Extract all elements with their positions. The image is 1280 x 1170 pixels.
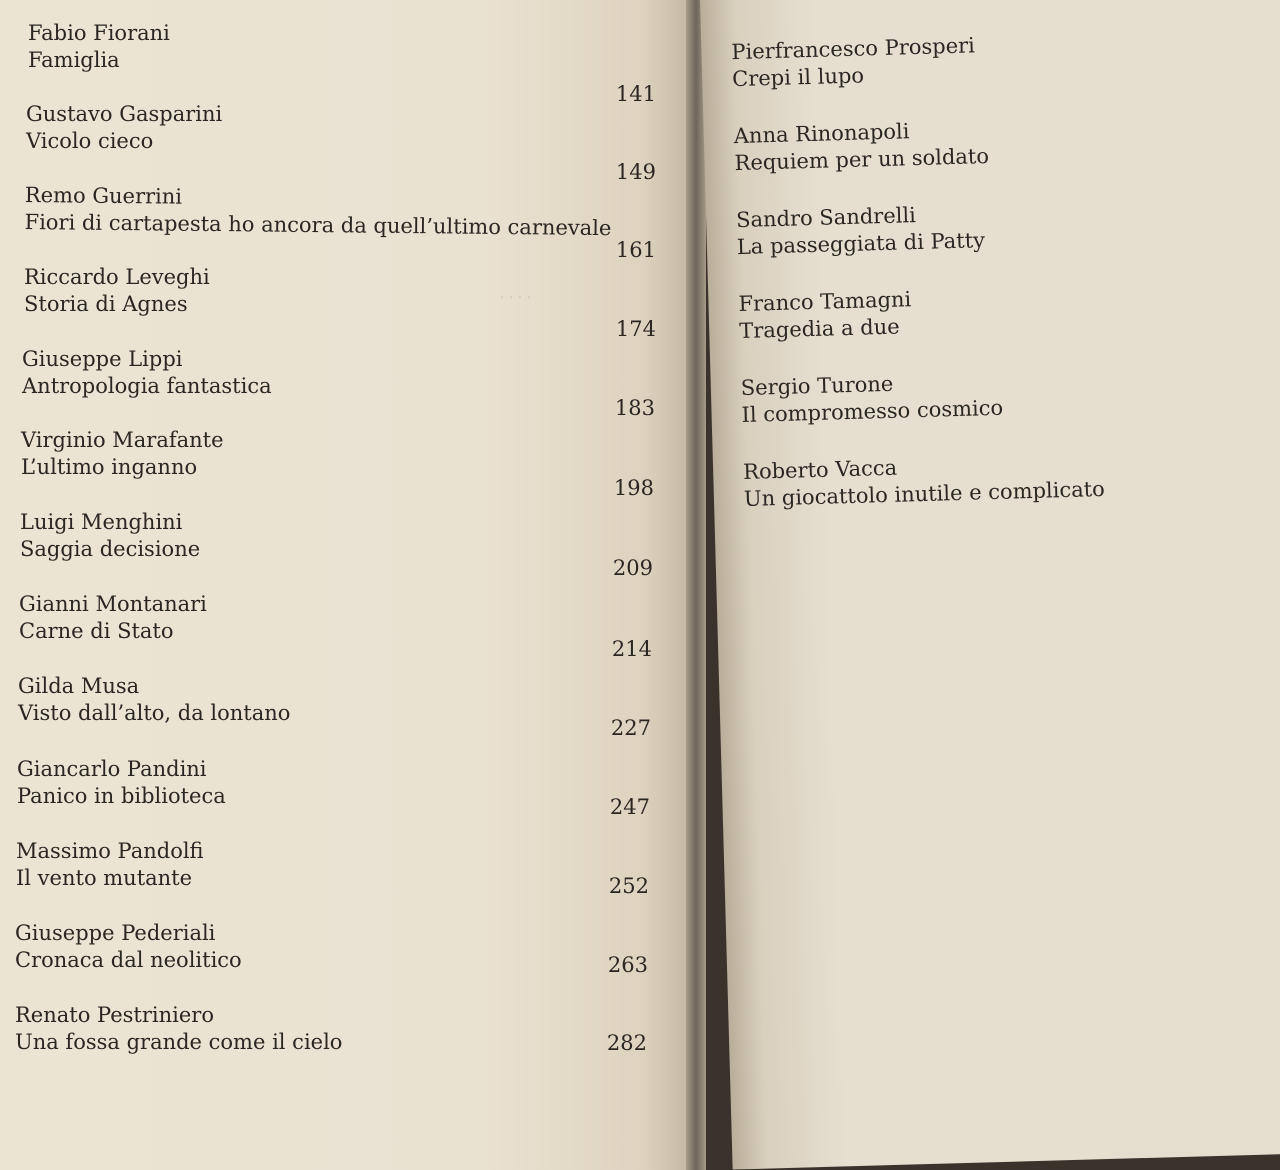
entry-title: Panico in biblioteca xyxy=(17,784,226,808)
entry-title: La passeggiata di Patty xyxy=(736,228,986,260)
entry-author: Gilda Musa xyxy=(18,674,140,698)
entry-author: Giancarlo Pandini xyxy=(17,757,207,781)
toc-entry xyxy=(743,449,1105,513)
entry-author: Virginio Marafante xyxy=(21,428,224,452)
entry-author: Riccardo Leveghi xyxy=(24,265,210,289)
entry-page-number: 209 xyxy=(612,556,653,580)
toc-entry xyxy=(15,1002,342,1056)
entry-title: Il vento mutante xyxy=(16,866,193,890)
entry-title: Fiori di cartapesta ho ancora da quell’ultimo carnevale xyxy=(24,209,612,241)
entry-author: Remo Guerrini xyxy=(24,182,183,209)
toc-entry xyxy=(15,920,242,974)
toc-entry xyxy=(26,101,222,155)
entry-author: Gustavo Gasparini xyxy=(26,102,223,126)
entry-page-number: 247 xyxy=(609,795,650,819)
toc-entry xyxy=(733,116,989,177)
entry-author: Fabio Fiorani xyxy=(28,21,170,45)
entry-page-number: 174 xyxy=(615,317,656,341)
entry-author: Giuseppe Lippi xyxy=(22,347,183,371)
entry-page-number: 141 xyxy=(615,82,656,106)
entry-author: Pierfrancesco Prosperi xyxy=(731,33,976,65)
entry-page-number: 183 xyxy=(614,396,655,420)
entry-author: Renato Pestriniero xyxy=(15,1003,214,1027)
entry-title: L’ultimo inganno xyxy=(21,455,198,479)
entry-title: Saggia decisione xyxy=(20,537,201,561)
toc-entry xyxy=(24,264,210,318)
toc-entry xyxy=(20,509,200,563)
entry-title: Vicolo cieco xyxy=(26,129,154,153)
entry-page-number: 161 xyxy=(615,238,656,262)
entry-title: Requiem per un soldato xyxy=(734,143,990,176)
entry-title: Famiglia xyxy=(28,48,120,72)
entry-author: Sandro Sandrelli xyxy=(735,203,917,233)
entry-title: Cronaca dal neolitico xyxy=(15,948,242,972)
toc-entry xyxy=(21,427,224,481)
entry-page-number: 263 xyxy=(607,953,648,977)
toc-entry xyxy=(16,838,204,892)
entry-title: Antropologia fantastica xyxy=(22,374,272,398)
entry-page-number: 198 xyxy=(613,476,654,500)
toc-entry xyxy=(28,20,170,74)
entry-title: Un giocattolo inutile e complicato xyxy=(743,476,1106,511)
entry-author: Roberto Vacca xyxy=(742,455,898,484)
entry-title: Crepi il lupo xyxy=(731,63,865,92)
entry-title: Storia di Agnes xyxy=(24,292,188,316)
entry-author: Giuseppe Pederiali xyxy=(15,921,216,945)
entry-page-number: 252 xyxy=(608,874,649,898)
toc-entry xyxy=(731,32,976,93)
toc-entry xyxy=(17,756,226,810)
toc-entry xyxy=(18,673,290,727)
book-gutter xyxy=(686,0,706,1170)
right-page xyxy=(700,0,1280,1170)
toc-entry xyxy=(22,346,272,400)
entry-author: Franco Tamagni xyxy=(738,287,912,317)
entry-author: Luigi Menghini xyxy=(20,510,183,534)
entry-title: Tragedia a due xyxy=(738,314,900,344)
toc-entry xyxy=(19,591,207,645)
toc-entry xyxy=(24,182,611,242)
entry-page-number: 227 xyxy=(610,716,651,740)
entry-author: Gianni Montanari xyxy=(19,592,207,616)
entry-page-number: 214 xyxy=(611,637,652,661)
entry-page-number: 282 xyxy=(606,1031,647,1055)
entry-title: Visto dall’alto, da lontano xyxy=(18,701,291,725)
entry-author: Sergio Turone xyxy=(740,371,894,401)
entry-author: Anna Rinonapoli xyxy=(733,119,910,149)
toc-entry xyxy=(740,368,1003,429)
entry-title: Il compromesso cosmico xyxy=(741,395,1004,427)
entry-page-number: 149 xyxy=(615,160,656,184)
entry-title: Una fossa grande come il cielo xyxy=(15,1030,343,1054)
show-through: · · · · xyxy=(500,290,532,306)
toc-entry xyxy=(738,286,912,345)
entry-author: Massimo Pandolfi xyxy=(16,839,204,863)
entry-title: Carne di Stato xyxy=(19,619,174,643)
toc-entry xyxy=(736,200,986,261)
